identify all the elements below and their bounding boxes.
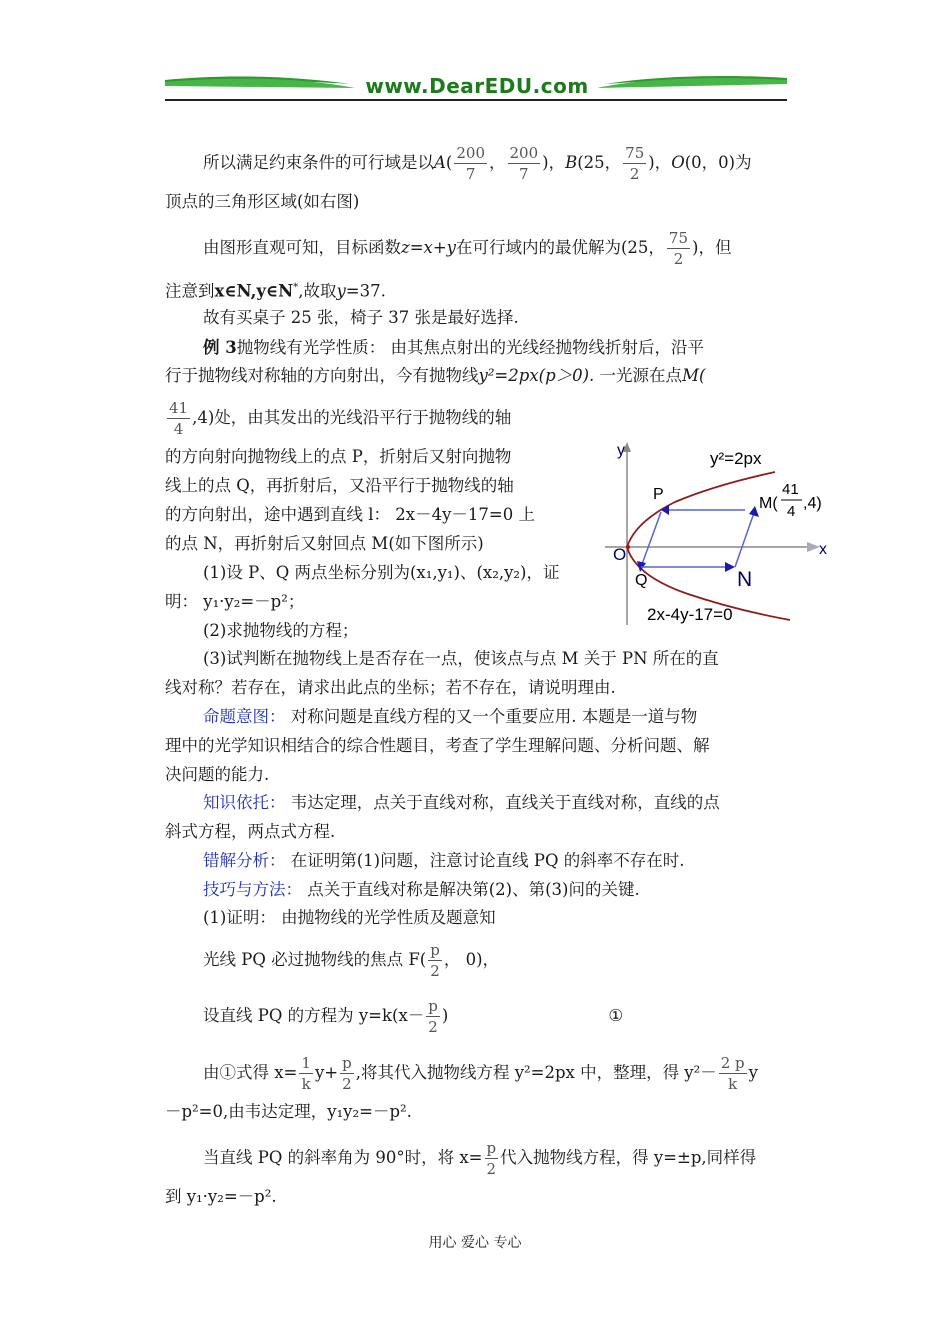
text-segment: (0，0)为 xyxy=(684,153,752,172)
paragraph-line: －p²=0,由韦达定理，y₁y₂=－p². xyxy=(165,1102,412,1121)
text-segment: 设直线 PQ 的方程为 y=k(x－ xyxy=(203,1006,425,1025)
paragraph-line: 到 y₁·y₂=－p². xyxy=(165,1187,277,1206)
x-axis-label: x xyxy=(819,541,827,558)
text-segment: 代入抛物线方程，得 y=±p,同样得 xyxy=(500,1148,757,1167)
paragraph-line xyxy=(165,362,705,390)
text-segment: =37. xyxy=(345,281,386,301)
paragraph-line: 的方向射向抛物线上的点 P，折射后又射向抛物 xyxy=(165,447,512,466)
paragraph-line: 注意到x∈N,y∈N*,故取y=37. xyxy=(165,281,386,301)
footer-slogan: 用心 爱心 专心 xyxy=(428,1235,522,1251)
header-site-name[interactable]: www.DearEDU.com xyxy=(365,74,589,98)
fraction-denominator: 2 xyxy=(342,1075,352,1093)
fraction-numerator: p xyxy=(430,941,440,959)
math-variable: y xyxy=(336,281,346,301)
text-segment: ,4)处，由其发出的光线沿平行于抛物线的轴 xyxy=(192,408,512,427)
point-p-label: P xyxy=(653,486,664,503)
ray-p-to-q xyxy=(641,512,661,567)
text-segment: 抛物线有光学性质： 由其焦点射出的光线经抛物线折射后，沿平 xyxy=(236,338,704,357)
origin-point xyxy=(626,545,630,549)
paragraph-line xyxy=(203,940,499,981)
ray-n-to-m xyxy=(735,510,755,567)
paragraph-line: 所以满足约束条件的可行域是以A( $\frac{200}{7}$ ， $\frac{200}{7}$ )，B(25， $\frac{75}{2}$ )，O(0，0)为 xyxy=(203,144,752,183)
fraction xyxy=(428,940,442,981)
text-segment: 光线 PQ 必过抛物线的焦点 F( xyxy=(203,950,427,969)
paragraph-line xyxy=(203,789,720,817)
fraction-numerator: p xyxy=(428,997,438,1015)
paragraph-line xyxy=(165,398,511,439)
paragraph-line xyxy=(203,228,731,269)
fraction-denominator: 2 xyxy=(428,1018,438,1036)
fraction xyxy=(623,143,646,184)
point-m-label: M( xyxy=(759,495,778,512)
paragraph-line: (1)设 P、Q 两点坐标分别为(x₁,y₁)、(x₂,y₂)，证 xyxy=(203,563,560,582)
text-segment: 由①式得 x= xyxy=(203,1063,298,1082)
header-rule xyxy=(165,99,787,101)
section-label: 技巧与方法： xyxy=(203,880,302,899)
text-segment: )，但 xyxy=(692,238,732,257)
paragraph-line: (3)试判断在抛物线上是否存在一点，使该点与点 M 关于 PN 所在的直 xyxy=(203,649,719,668)
paragraph-line: 的点 N，再折射后又射回点 M(如下图所示) xyxy=(165,534,484,553)
point-m-label-tail: ,4) xyxy=(803,495,822,512)
fraction-denominator: 2 xyxy=(486,1160,497,1178)
paragraph-line xyxy=(203,1138,756,1179)
section-label: 命题意图： xyxy=(203,707,286,726)
text-segment: 注意到 xyxy=(165,281,215,301)
section-label: 知识依托： xyxy=(203,793,286,812)
text-segment: 一光源在点 xyxy=(594,366,683,385)
paragraph-line: (1)证明： 由抛物线的光学性质及题意知 xyxy=(203,908,496,927)
example-label: 例 3 xyxy=(203,338,237,357)
paragraph-line: 故有买桌子 25 张，椅子 37 张是最好选择. xyxy=(203,308,519,327)
text-segment: 当直线 PQ 的斜率角为 90°时，将 x= xyxy=(203,1148,483,1167)
section-label: 错解分析： xyxy=(203,851,286,870)
text-segment: 所以满足约束条件的可行域是以 xyxy=(203,153,434,172)
text-segment: 由图形直观可知，目标函数 xyxy=(203,238,401,257)
equation-label: y²=2px xyxy=(710,449,762,468)
text-segment: ) xyxy=(441,1006,449,1025)
fraction-denominator: k xyxy=(728,1075,738,1093)
paragraph-line xyxy=(203,996,623,1037)
paragraph-line xyxy=(203,847,684,875)
m-fraction-numerator: 41 xyxy=(782,481,799,498)
fraction xyxy=(167,398,190,439)
point-label: O xyxy=(671,153,685,172)
math-expression: x∈N,y∈N xyxy=(214,281,294,301)
fraction-numerator: 75 xyxy=(668,229,689,247)
paragraph-line xyxy=(203,334,704,362)
ray-arrow-icon xyxy=(725,562,735,572)
fraction-numerator: 200 xyxy=(509,144,539,162)
point-n-label: N xyxy=(737,568,753,591)
text-segment: y xyxy=(748,1063,758,1082)
fraction-denominator: 2 xyxy=(629,165,640,183)
math-expression: y²=2px(p＞0). xyxy=(478,366,595,385)
equation-number: ① xyxy=(608,1006,624,1025)
origin-label: O xyxy=(613,545,627,564)
text-segment: 在证明第(1)问题，注意讨论直线 PQ 的斜率不存在时. xyxy=(285,851,685,870)
parabola-figure xyxy=(595,430,845,630)
fraction-denominator: 7 xyxy=(519,165,529,183)
paragraph-line: 明： y₁·y₂=－p²； xyxy=(165,592,305,611)
fraction xyxy=(485,1138,499,1179)
paragraph-line: 顶点的三角形区域(如右图) xyxy=(165,192,360,211)
fraction-numerator: p xyxy=(486,1139,497,1157)
y-axis-label: y xyxy=(617,442,625,459)
text-segment: (25， xyxy=(577,153,622,172)
fraction-denominator: 2 xyxy=(673,250,684,268)
text-segment: ,故取 xyxy=(298,281,337,301)
paragraph-line: 线上的点 Q，再折射后，又沿平行于抛物线的轴 xyxy=(165,476,514,495)
paragraph-line: 理中的光学知识相结合的综合性题目，考查了学生理解问题、分析问题、解 xyxy=(165,736,710,755)
ray-arrow-icon xyxy=(749,506,759,517)
point-q-label: Q xyxy=(635,572,648,589)
m-fraction-denominator: 4 xyxy=(787,503,796,520)
paragraph-line: 线对称？若存在，请求出此点的坐标；若不存在，请说明理由. xyxy=(165,678,616,697)
point-label: B xyxy=(565,153,578,172)
text-segment: ， 0)， xyxy=(443,950,500,969)
text-segment: ,将其代入抛物线方程 y²=2px 中，整理，得 y²－ xyxy=(355,1063,717,1082)
paragraph-line xyxy=(203,703,697,731)
fraction-numerator: 1 xyxy=(301,1054,311,1072)
paragraph-line xyxy=(203,1053,758,1094)
line-equation-label: 2x-4y-17=0 xyxy=(647,605,733,624)
paragraph-line xyxy=(203,876,640,904)
fraction xyxy=(299,1053,313,1094)
fraction xyxy=(508,143,541,184)
fraction xyxy=(667,228,690,269)
paragraph-line: 的方向射出，途中遇到直线 l： 2x－4y－17=0 上 xyxy=(165,505,535,524)
fraction-numerator: 41 xyxy=(169,399,189,417)
fraction xyxy=(426,996,440,1037)
fraction-denominator: 2 xyxy=(430,962,440,980)
text-segment: 行于抛物线对称轴的方向射出，今有抛物线 xyxy=(165,366,479,385)
point-label: A xyxy=(434,153,446,172)
text-segment: 点关于直线对称是解决第(2)、第(3)问的关键. xyxy=(302,880,640,899)
fraction-numerator: 75 xyxy=(625,144,645,162)
text-segment: 在可行域内的最优解为(25， xyxy=(455,238,665,257)
fraction xyxy=(454,143,487,184)
fraction xyxy=(719,1053,747,1094)
math-expression: z=x+y xyxy=(401,238,456,257)
paragraph-line: 决问题的能力. xyxy=(165,765,270,784)
point-label: M( xyxy=(682,366,706,385)
fraction-numerator: p xyxy=(342,1054,352,1072)
text-segment: 对称问题是直线方程的又一个重要应用. 本题是一道与物 xyxy=(285,707,698,726)
fraction-denominator: 4 xyxy=(173,420,184,438)
fraction-numerator: 2 p xyxy=(720,1054,745,1072)
fraction-denominator: k xyxy=(301,1075,311,1093)
text-segment: 韦达定理，点关于直线对称，直线关于直线对称，直线的点 xyxy=(285,793,720,812)
fraction-numerator: 200 xyxy=(456,144,485,162)
text-segment: y+ xyxy=(314,1063,339,1082)
fraction-denominator: 7 xyxy=(465,165,476,183)
paragraph-line: 斜式方程，两点式方程. xyxy=(165,822,336,841)
paragraph-line: (2)求抛物线的方程； xyxy=(203,621,359,640)
fraction xyxy=(340,1053,354,1094)
